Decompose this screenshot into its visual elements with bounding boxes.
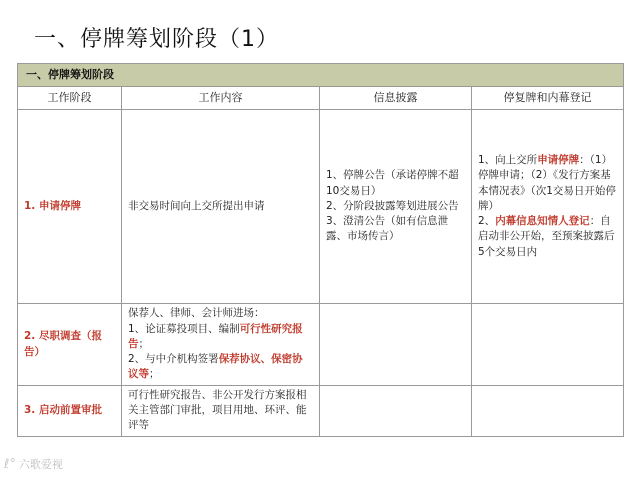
body-text: 1、向上交所: [478, 154, 538, 167]
suspension-cell: [472, 386, 624, 437]
column-header-row: [18, 87, 624, 110]
stage-cell: 2. 尽职调查（报告）: [18, 304, 122, 386]
body-text: ；: [149, 368, 160, 381]
column-header-stage: 工作阶段: [18, 87, 122, 110]
suspension-cell: [472, 304, 624, 386]
table-row: [18, 110, 624, 304]
stage-cell: 1. 申请停牌: [18, 110, 122, 304]
suspension-text: [478, 153, 617, 260]
watermark: [4, 456, 63, 472]
body-text: 保荐人、律师、会计师进场： 1、论证募投项目、编制: [128, 307, 265, 335]
highlighted-text: 保荐协议、保密协议等: [128, 353, 303, 381]
highlighted-text: 申请停牌: [537, 154, 580, 167]
body-text: ； 2、与中介机构签署: [128, 337, 219, 366]
body-text: ：（1）停牌申请；（2）《发行方案基本情况表》（次1交易日开始停牌） 2、: [478, 154, 616, 228]
work-text: [128, 306, 313, 382]
disclosure-cell: [320, 110, 472, 304]
stage-table: [17, 63, 624, 437]
highlighted-text: 可行性研究报告: [128, 322, 303, 350]
work-cell: [122, 304, 320, 386]
disclosure-cell: [320, 304, 472, 386]
highlighted-text: 内幕信息知情人登记: [495, 215, 590, 228]
work-cell: 可行性研究报告、非公开发行方案报相关主管部门审批，项目用地、环评、能评等: [122, 386, 320, 437]
work-cell: 非交易时间向上交所提出申请: [122, 110, 320, 304]
watermark-logo-icon: ℓ°: [4, 456, 16, 472]
section-header: 一、停牌筹划阶段: [18, 64, 624, 87]
watermark-text: 六歌爱视: [18, 458, 63, 471]
suspension-cell: [472, 110, 624, 304]
column-header-suspension: 停复牌和内幕登记: [472, 87, 624, 110]
table-row: [18, 386, 624, 437]
column-header-work: 工作内容: [122, 87, 320, 110]
disclosure-text: 1、停牌公告（承诺停牌不超10交易日） 2、分阶段披露筹划进展公告 3、澄清公告（如有信息泄露、市场传言）: [326, 169, 459, 243]
stage-cell: 3. 启动前置审批: [18, 386, 122, 437]
disclosure-cell: [320, 386, 472, 437]
table-row: [18, 304, 624, 386]
column-header-disclosure: 信息披露: [320, 87, 472, 110]
section-header-row: [18, 64, 624, 87]
body-text: ：自启动非公开始，至预案披露后5个交易日内: [478, 215, 615, 258]
slide-title: 一、停牌筹划阶段（1）: [34, 27, 279, 52]
